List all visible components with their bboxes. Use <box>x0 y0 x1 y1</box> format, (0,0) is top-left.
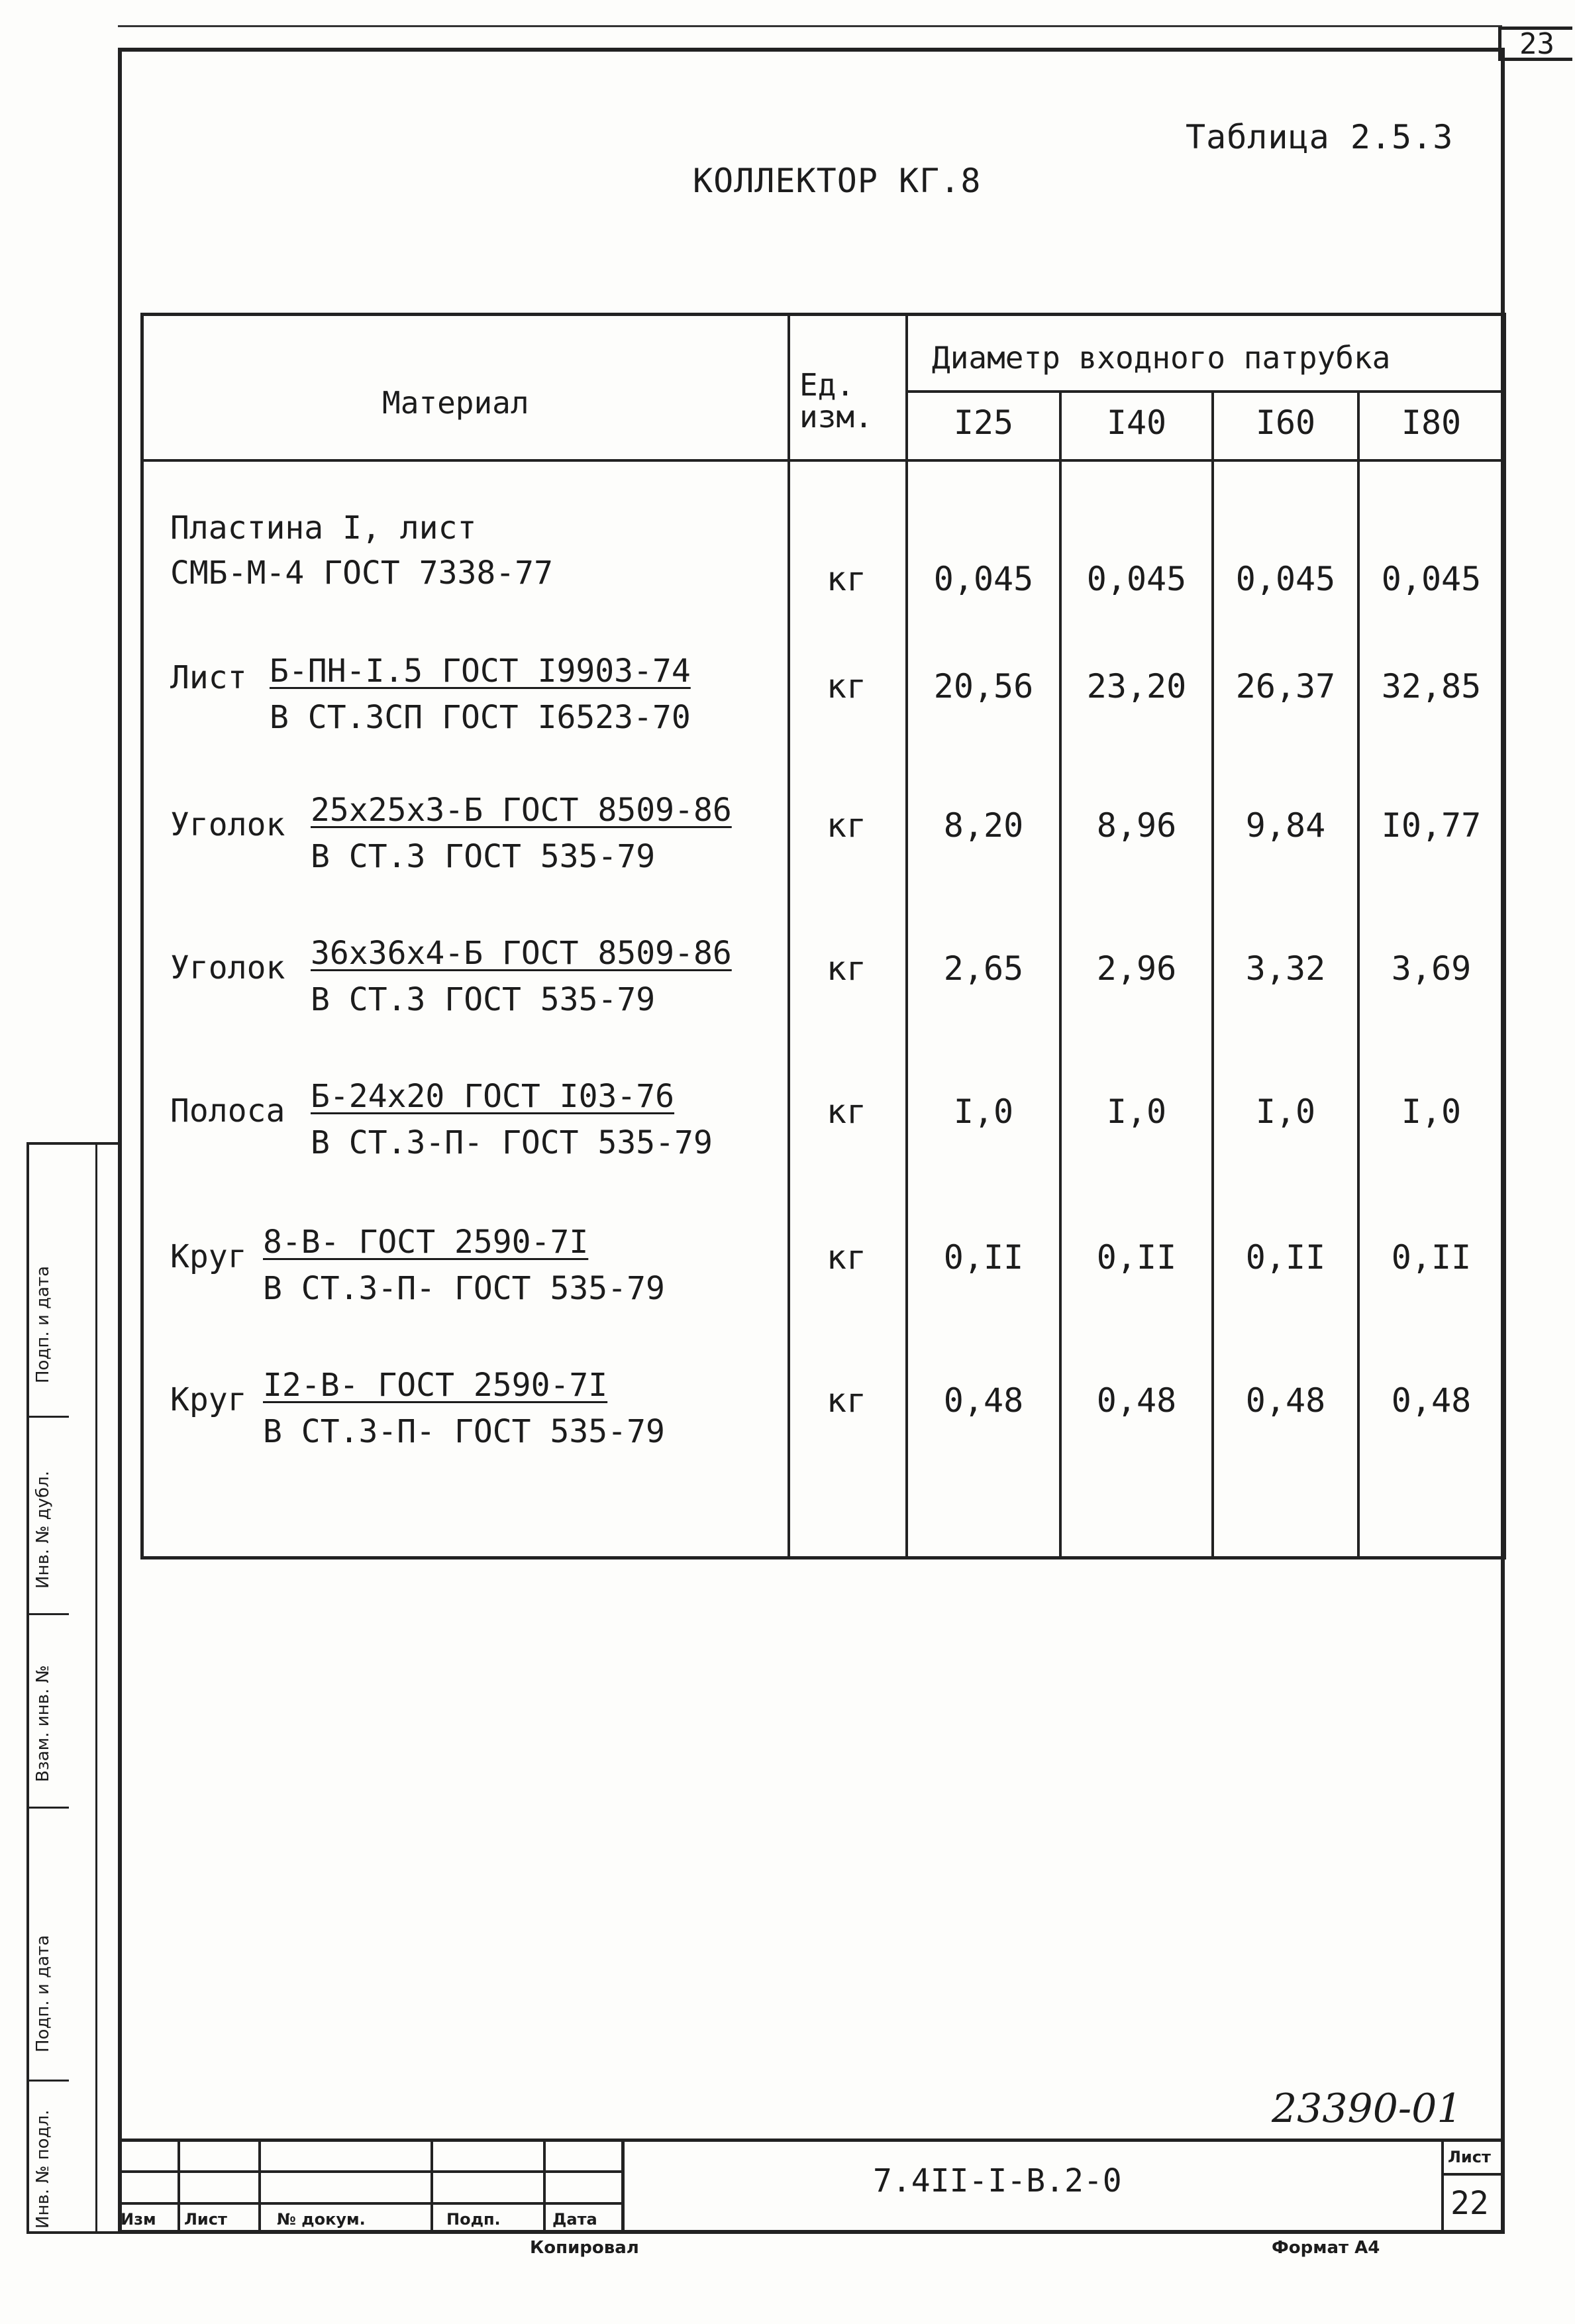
footer-format: Формат А4 <box>1272 2238 1380 2258</box>
row-value: I0,77 <box>1381 806 1482 845</box>
row-value: 8,96 <box>1096 806 1177 845</box>
row-value: 26,37 <box>1235 667 1336 706</box>
row-material-spec-bottom: В СТ.3-П- ГОСТ 535-79 <box>263 1413 665 1450</box>
row-value: I,0 <box>1255 1092 1316 1131</box>
row-material-prefix: Круг <box>170 1238 247 1275</box>
header-col-140: I40 <box>1106 403 1167 442</box>
row-value: 3,69 <box>1391 949 1472 988</box>
row-unit: кг <box>826 667 867 706</box>
header-unit: Ед. изм. <box>799 367 873 435</box>
corner-page-number: 23 <box>1498 26 1572 61</box>
footer-copied: Копировал <box>530 2238 639 2258</box>
row-value: 0,48 <box>1245 1381 1326 1420</box>
row-material-spec-top: 8-В- ГОСТ 2590-7I <box>263 1224 589 1261</box>
header-diameter: Диаметр входного патрубка <box>932 340 1391 376</box>
header-col-160: I60 <box>1255 403 1316 442</box>
sheet-label: Лист <box>1448 2148 1491 2166</box>
row-value: 0,045 <box>1086 560 1187 598</box>
stamp-label: Инв. № дубл. <box>33 1471 53 1589</box>
row-material-prefix: Круг <box>170 1381 247 1418</box>
row-value: 23,20 <box>1086 667 1187 706</box>
row-value: 3,32 <box>1245 949 1326 988</box>
header-col-180: I80 <box>1401 403 1462 442</box>
row-material-spec-bottom: В СТ.3 ГОСТ 535-79 <box>311 838 656 875</box>
row-material-prefix: Уголок <box>170 949 285 986</box>
row-value: 0,II <box>1391 1238 1472 1277</box>
row-material-prefix: Пластина I, лист <box>170 509 477 547</box>
col-label-docnum: № докум. <box>277 2210 366 2229</box>
row-value: 2,65 <box>943 949 1024 988</box>
row-value: 32,85 <box>1381 667 1482 706</box>
row-value: I,0 <box>953 1092 1014 1131</box>
row-value: 0,045 <box>1235 560 1336 598</box>
row-unit: кг <box>826 949 867 988</box>
row-unit: кг <box>826 1092 867 1131</box>
row-value: I,0 <box>1106 1092 1167 1131</box>
row-value: 2,96 <box>1096 949 1177 988</box>
row-material-spec-top: 25x25x3-Б ГОСТ 8509-86 <box>311 792 732 829</box>
col-label-sheet: Лист <box>184 2210 227 2229</box>
stamp-label: Инв. № подл. <box>33 2109 53 2229</box>
row-value: 0,48 <box>1096 1381 1177 1420</box>
side-stamp <box>26 1142 121 2234</box>
row-value: 0,48 <box>1391 1381 1472 1420</box>
row-value: 20,56 <box>933 667 1034 706</box>
row-material-spec-top: I2-В- ГОСТ 2590-7I <box>263 1367 608 1404</box>
stamp-label: Взам. инв. № <box>33 1665 53 1782</box>
row-material-spec-bottom: В СТ.3СП ГОСТ I6523-70 <box>270 699 691 736</box>
document-code: 7.4II-I-В.2-0 <box>873 2162 1122 2199</box>
row-material-spec-bottom: В СТ.3-П- ГОСТ 535-79 <box>263 1270 665 1307</box>
title-block <box>118 2139 1505 2234</box>
top-border-line <box>118 25 1502 27</box>
row-material-spec-top: Б-24x20 ГОСТ I03-76 <box>311 1078 675 1115</box>
materials-table <box>140 313 1506 1559</box>
row-unit: кг <box>826 1238 867 1277</box>
row-material-prefix: Полоса <box>170 1092 285 1130</box>
row-material-spec-bottom: В СТ.3 ГОСТ 535-79 <box>311 981 656 1018</box>
header-material: Материал <box>382 385 529 421</box>
row-value: 0,II <box>943 1238 1024 1277</box>
row-unit: кг <box>826 806 867 845</box>
row-value: 0,II <box>1245 1238 1326 1277</box>
page-title: КОЛЛЕКТОР КГ.8 <box>693 162 982 200</box>
stamp-label: Подп. и дата <box>33 1934 53 2052</box>
row-value: 0,045 <box>933 560 1034 598</box>
row-material-prefix: Лист <box>170 659 247 696</box>
sheet-number: 22 <box>1450 2185 1489 2222</box>
row-value: 0,48 <box>943 1381 1024 1420</box>
row-material-spec-bottom: В СТ.3-П- ГОСТ 535-79 <box>311 1124 713 1161</box>
table-label: Таблица 2.5.3 <box>1186 118 1454 156</box>
inventory-number: 23390-01 <box>1272 2086 1462 2132</box>
row-value: 9,84 <box>1245 806 1326 845</box>
row-value: 8,20 <box>943 806 1024 845</box>
col-label-date: Дата <box>552 2210 597 2229</box>
row-unit: кг <box>826 1381 867 1420</box>
row-unit: кг <box>826 560 867 598</box>
row-material-spec-top: Б-ПН-I.5 ГОСТ I9903-74 <box>270 653 691 690</box>
row-material-spec-top: 36x36x4-Б ГОСТ 8509-86 <box>311 935 732 972</box>
col-label-change: Изм <box>121 2210 156 2229</box>
row-value: I,0 <box>1401 1092 1462 1131</box>
stamp-label: Подп. и дата <box>33 1265 53 1383</box>
row-value: 0,II <box>1096 1238 1177 1277</box>
row-material-prefix: Уголок <box>170 806 285 843</box>
row-value: 0,045 <box>1381 560 1482 598</box>
row-material-spec: СМБ-М-4 ГОСТ 7338-77 <box>170 555 553 592</box>
header-col-125: I25 <box>953 403 1014 442</box>
col-label-sign: Подп. <box>446 2210 501 2229</box>
